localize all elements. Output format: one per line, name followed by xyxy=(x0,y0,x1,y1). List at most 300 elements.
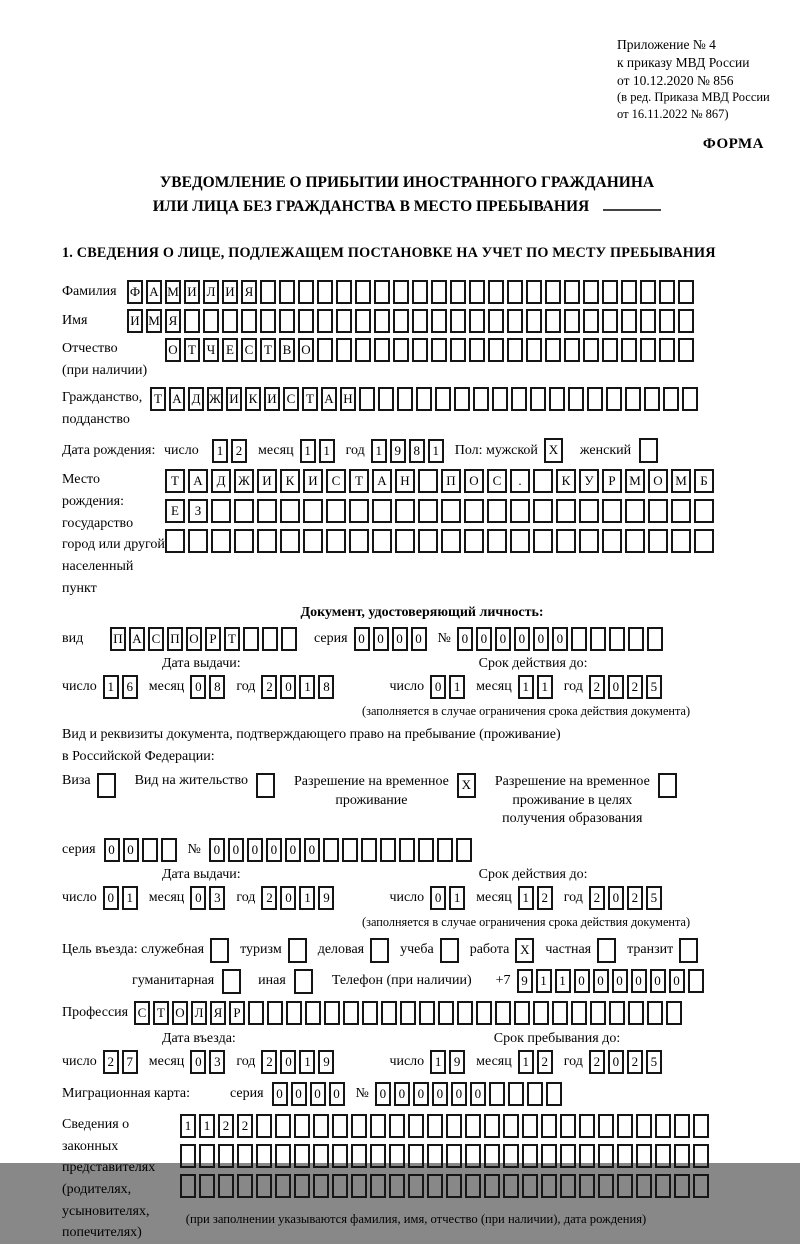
res-number-boxes[interactable] xyxy=(209,838,475,862)
char-box[interactable] xyxy=(636,1144,652,1168)
char-box[interactable]: 1 xyxy=(428,439,444,463)
char-box[interactable]: Ф xyxy=(127,280,143,304)
char-box[interactable] xyxy=(408,1114,424,1138)
char-box[interactable] xyxy=(323,838,339,862)
char-box[interactable]: Я xyxy=(165,309,181,333)
char-box[interactable]: 0 xyxy=(272,1082,288,1106)
char-box[interactable] xyxy=(602,499,622,523)
char-box[interactable]: Н xyxy=(340,387,356,411)
char-box[interactable]: 0 xyxy=(669,969,685,993)
char-box[interactable]: Р xyxy=(602,469,622,493)
temp-residence-checkbox[interactable] xyxy=(457,773,479,798)
char-box[interactable]: 1 xyxy=(536,969,552,993)
visa-checkbox[interactable] xyxy=(97,773,119,798)
entry-year-boxes[interactable] xyxy=(261,1050,337,1074)
char-box[interactable]: 0 xyxy=(266,838,282,862)
char-box[interactable]: И xyxy=(222,280,238,304)
char-box[interactable] xyxy=(199,1144,215,1168)
res-valid-month-boxes[interactable] xyxy=(518,886,556,910)
char-box[interactable]: X xyxy=(457,773,476,798)
purpose-private-checkbox[interactable] xyxy=(597,938,619,963)
char-box[interactable] xyxy=(489,1082,505,1106)
char-box[interactable] xyxy=(218,1174,234,1198)
char-box[interactable]: 8 xyxy=(318,675,334,699)
char-box[interactable] xyxy=(313,1114,329,1138)
char-box[interactable]: 6 xyxy=(122,675,138,699)
char-box[interactable] xyxy=(399,838,415,862)
char-box[interactable] xyxy=(579,529,599,553)
char-box[interactable] xyxy=(694,499,714,523)
char-box[interactable] xyxy=(393,309,409,333)
char-box[interactable] xyxy=(609,1001,625,1025)
doc-issue-month-boxes[interactable] xyxy=(190,675,228,699)
char-box[interactable] xyxy=(393,338,409,362)
char-box[interactable] xyxy=(303,499,323,523)
char-box[interactable]: 0 xyxy=(514,627,530,651)
char-box[interactable]: О xyxy=(464,469,484,493)
char-box[interactable] xyxy=(257,499,277,523)
char-box[interactable]: 2 xyxy=(218,1114,234,1138)
char-box[interactable] xyxy=(564,280,580,304)
doc-issue-year-boxes[interactable] xyxy=(261,675,337,699)
representatives-row1-boxes[interactable] xyxy=(180,1114,712,1138)
char-box[interactable] xyxy=(349,529,369,553)
char-box[interactable]: Е xyxy=(222,338,238,362)
char-box[interactable]: 1 xyxy=(449,675,465,699)
char-box[interactable] xyxy=(210,938,229,963)
char-box[interactable] xyxy=(408,1174,424,1198)
char-box[interactable] xyxy=(248,1001,264,1025)
char-box[interactable] xyxy=(222,309,238,333)
char-box[interactable]: 1 xyxy=(430,1050,446,1074)
doc-valid-month-boxes[interactable] xyxy=(518,675,556,699)
char-box[interactable] xyxy=(663,387,679,411)
char-box[interactable] xyxy=(294,1144,310,1168)
char-box[interactable] xyxy=(313,1144,329,1168)
char-box[interactable]: 0 xyxy=(533,627,549,651)
purpose-work-checkbox[interactable] xyxy=(515,938,537,963)
char-box[interactable] xyxy=(303,529,323,553)
char-box[interactable]: 2 xyxy=(261,675,277,699)
char-box[interactable]: Ч xyxy=(203,338,219,362)
phone-boxes[interactable] xyxy=(517,969,707,993)
char-box[interactable]: 0 xyxy=(430,675,446,699)
char-box[interactable]: О xyxy=(186,627,202,651)
char-box[interactable]: 1 xyxy=(449,886,465,910)
char-box[interactable]: 0 xyxy=(392,627,408,651)
char-box[interactable] xyxy=(541,1114,557,1138)
res-issue-month-boxes[interactable] xyxy=(190,886,228,910)
char-box[interactable] xyxy=(349,499,369,523)
char-box[interactable] xyxy=(457,1001,473,1025)
char-box[interactable] xyxy=(374,280,390,304)
representatives-row3-boxes[interactable] xyxy=(180,1174,712,1198)
purpose-transit-checkbox[interactable] xyxy=(679,938,701,963)
entry-day-boxes[interactable] xyxy=(103,1050,141,1074)
char-box[interactable]: 0 xyxy=(495,627,511,651)
char-box[interactable] xyxy=(343,1001,359,1025)
char-box[interactable] xyxy=(370,1144,386,1168)
char-box[interactable] xyxy=(370,938,389,963)
char-box[interactable] xyxy=(476,1001,492,1025)
birth-place-row1-boxes[interactable] xyxy=(165,469,717,493)
char-box[interactable]: М xyxy=(146,309,162,333)
char-box[interactable] xyxy=(305,1001,321,1025)
char-box[interactable] xyxy=(659,309,675,333)
char-box[interactable]: 1 xyxy=(300,439,316,463)
char-box[interactable]: 2 xyxy=(103,1050,119,1074)
char-box[interactable] xyxy=(508,1082,524,1106)
char-box[interactable]: 0 xyxy=(190,675,206,699)
char-box[interactable] xyxy=(541,1174,557,1198)
char-box[interactable] xyxy=(374,338,390,362)
char-box[interactable]: 2 xyxy=(627,1050,643,1074)
char-box[interactable]: Ж xyxy=(207,387,223,411)
char-box[interactable] xyxy=(674,1174,690,1198)
char-box[interactable] xyxy=(571,1001,587,1025)
char-box[interactable] xyxy=(495,1001,511,1025)
char-box[interactable] xyxy=(294,969,313,994)
char-box[interactable] xyxy=(625,387,641,411)
char-box[interactable] xyxy=(583,338,599,362)
char-box[interactable]: 0 xyxy=(394,1082,410,1106)
char-box[interactable] xyxy=(237,1144,253,1168)
char-box[interactable]: П xyxy=(441,469,461,493)
char-box[interactable] xyxy=(336,338,352,362)
char-box[interactable] xyxy=(606,387,622,411)
char-box[interactable] xyxy=(416,387,432,411)
char-box[interactable] xyxy=(418,469,438,493)
char-box[interactable]: Д xyxy=(211,469,231,493)
char-box[interactable]: А xyxy=(188,469,208,493)
char-box[interactable] xyxy=(211,529,231,553)
stay-month-boxes[interactable] xyxy=(518,1050,556,1074)
char-box[interactable]: 0 xyxy=(457,627,473,651)
char-box[interactable] xyxy=(545,309,561,333)
char-box[interactable] xyxy=(412,338,428,362)
char-box[interactable] xyxy=(678,338,694,362)
char-box[interactable] xyxy=(450,338,466,362)
char-box[interactable] xyxy=(590,627,606,651)
char-box[interactable] xyxy=(332,1114,348,1138)
char-box[interactable] xyxy=(381,1001,397,1025)
char-box[interactable]: С xyxy=(148,627,164,651)
char-box[interactable]: И xyxy=(127,309,143,333)
char-box[interactable]: 0 xyxy=(209,838,225,862)
char-box[interactable] xyxy=(511,387,527,411)
char-box[interactable] xyxy=(628,1001,644,1025)
char-box[interactable] xyxy=(560,1114,576,1138)
char-box[interactable]: 1 xyxy=(371,439,387,463)
char-box[interactable] xyxy=(336,309,352,333)
char-box[interactable] xyxy=(487,529,507,553)
char-box[interactable] xyxy=(418,529,438,553)
char-box[interactable] xyxy=(693,1174,709,1198)
char-box[interactable] xyxy=(507,338,523,362)
char-box[interactable] xyxy=(260,309,276,333)
char-box[interactable] xyxy=(560,1144,576,1168)
char-box[interactable] xyxy=(484,1114,500,1138)
char-box[interactable] xyxy=(446,1144,462,1168)
char-box[interactable] xyxy=(256,773,275,798)
char-box[interactable] xyxy=(655,1174,671,1198)
char-box[interactable]: 0 xyxy=(329,1082,345,1106)
char-box[interactable] xyxy=(473,387,489,411)
char-box[interactable] xyxy=(671,499,691,523)
char-box[interactable] xyxy=(427,1174,443,1198)
char-box[interactable]: 0 xyxy=(608,886,624,910)
char-box[interactable]: Н xyxy=(395,469,415,493)
char-box[interactable]: 0 xyxy=(373,627,389,651)
char-box[interactable] xyxy=(636,1114,652,1138)
char-box[interactable] xyxy=(412,309,428,333)
char-box[interactable]: . xyxy=(510,469,530,493)
char-box[interactable] xyxy=(395,529,415,553)
char-box[interactable] xyxy=(549,387,565,411)
birth-place-row2-boxes[interactable] xyxy=(165,499,717,523)
char-box[interactable] xyxy=(598,1114,614,1138)
stay-year-boxes[interactable] xyxy=(589,1050,665,1074)
char-box[interactable] xyxy=(361,838,377,862)
char-box[interactable] xyxy=(579,1144,595,1168)
char-box[interactable] xyxy=(419,1001,435,1025)
char-box[interactable] xyxy=(279,309,295,333)
char-box[interactable] xyxy=(359,387,375,411)
char-box[interactable] xyxy=(556,529,576,553)
char-box[interactable] xyxy=(533,469,553,493)
char-box[interactable] xyxy=(556,499,576,523)
char-box[interactable] xyxy=(602,280,618,304)
char-box[interactable] xyxy=(533,499,553,523)
purpose-study-checkbox[interactable] xyxy=(440,938,462,963)
char-box[interactable]: 2 xyxy=(537,1050,553,1074)
char-box[interactable] xyxy=(597,938,616,963)
char-box[interactable]: Р xyxy=(229,1001,245,1025)
char-box[interactable] xyxy=(280,529,300,553)
char-box[interactable] xyxy=(621,280,637,304)
char-box[interactable]: С xyxy=(241,338,257,362)
char-box[interactable] xyxy=(492,387,508,411)
char-box[interactable] xyxy=(469,338,485,362)
char-box[interactable]: Р xyxy=(205,627,221,651)
char-box[interactable]: 2 xyxy=(261,886,277,910)
char-box[interactable]: 0 xyxy=(291,1082,307,1106)
birth-day-boxes[interactable] xyxy=(212,439,250,463)
gender-male-checkbox[interactable] xyxy=(544,438,566,463)
char-box[interactable]: Я xyxy=(210,1001,226,1025)
char-box[interactable]: 1 xyxy=(299,675,315,699)
char-box[interactable]: Л xyxy=(191,1001,207,1025)
char-box[interactable]: 0 xyxy=(574,969,590,993)
char-box[interactable] xyxy=(374,309,390,333)
char-box[interactable]: 5 xyxy=(646,1050,662,1074)
char-box[interactable] xyxy=(275,1144,291,1168)
char-box[interactable] xyxy=(640,280,656,304)
char-box[interactable]: Т xyxy=(153,1001,169,1025)
char-box[interactable] xyxy=(188,529,208,553)
doc-series-boxes[interactable] xyxy=(354,627,430,651)
char-box[interactable]: Я xyxy=(241,280,257,304)
char-box[interactable]: Т xyxy=(302,387,318,411)
char-box[interactable]: 8 xyxy=(409,439,425,463)
char-box[interactable] xyxy=(527,1082,543,1106)
char-box[interactable] xyxy=(625,499,645,523)
char-box[interactable] xyxy=(288,938,307,963)
char-box[interactable] xyxy=(647,627,663,651)
char-box[interactable] xyxy=(440,938,459,963)
char-box[interactable]: П xyxy=(167,627,183,651)
char-box[interactable] xyxy=(408,1144,424,1168)
char-box[interactable] xyxy=(389,1144,405,1168)
char-box[interactable]: С xyxy=(487,469,507,493)
char-box[interactable]: К xyxy=(245,387,261,411)
char-box[interactable] xyxy=(180,1144,196,1168)
char-box[interactable] xyxy=(298,280,314,304)
char-box[interactable] xyxy=(275,1114,291,1138)
char-box[interactable] xyxy=(142,838,158,862)
char-box[interactable] xyxy=(678,309,694,333)
char-box[interactable]: 1 xyxy=(319,439,335,463)
char-box[interactable] xyxy=(564,309,580,333)
char-box[interactable]: 2 xyxy=(231,439,247,463)
char-box[interactable]: 0 xyxy=(123,838,139,862)
char-box[interactable]: М xyxy=(165,280,181,304)
char-box[interactable]: Б xyxy=(694,469,714,493)
char-box[interactable]: 1 xyxy=(212,439,228,463)
char-box[interactable] xyxy=(342,838,358,862)
char-box[interactable] xyxy=(437,838,453,862)
char-box[interactable] xyxy=(679,938,698,963)
char-box[interactable]: 0 xyxy=(608,1050,624,1074)
char-box[interactable] xyxy=(234,529,254,553)
char-box[interactable]: 0 xyxy=(470,1082,486,1106)
char-box[interactable]: 0 xyxy=(608,675,624,699)
char-box[interactable] xyxy=(446,1174,462,1198)
purpose-business-checkbox[interactable] xyxy=(370,938,392,963)
stay-day-boxes[interactable] xyxy=(430,1050,468,1074)
char-box[interactable]: И xyxy=(264,387,280,411)
birth-year-boxes[interactable] xyxy=(371,439,447,463)
char-box[interactable] xyxy=(488,338,504,362)
char-box[interactable] xyxy=(522,1114,538,1138)
char-box[interactable]: Т xyxy=(260,338,276,362)
char-box[interactable] xyxy=(590,1001,606,1025)
doc-issue-day-boxes[interactable] xyxy=(103,675,141,699)
char-box[interactable] xyxy=(526,309,542,333)
char-box[interactable] xyxy=(488,309,504,333)
char-box[interactable] xyxy=(97,773,116,798)
birth-month-boxes[interactable] xyxy=(300,439,338,463)
char-box[interactable] xyxy=(362,1001,378,1025)
gender-female-checkbox[interactable] xyxy=(639,438,661,463)
char-box[interactable]: 0 xyxy=(104,838,120,862)
mig-series-boxes[interactable] xyxy=(272,1082,348,1106)
char-box[interactable] xyxy=(674,1114,690,1138)
char-box[interactable] xyxy=(602,309,618,333)
residence-permit-checkbox[interactable] xyxy=(256,773,278,798)
char-box[interactable]: 7 xyxy=(122,1050,138,1074)
char-box[interactable]: 0 xyxy=(354,627,370,651)
char-box[interactable]: 0 xyxy=(430,886,446,910)
char-box[interactable] xyxy=(456,838,472,862)
char-box[interactable] xyxy=(262,627,278,651)
char-box[interactable] xyxy=(180,1174,196,1198)
char-box[interactable]: К xyxy=(280,469,300,493)
char-box[interactable]: 2 xyxy=(589,675,605,699)
char-box[interactable] xyxy=(393,280,409,304)
char-box[interactable] xyxy=(355,338,371,362)
char-box[interactable] xyxy=(313,1174,329,1198)
char-box[interactable] xyxy=(243,627,259,651)
char-box[interactable]: У xyxy=(579,469,599,493)
char-box[interactable] xyxy=(621,338,637,362)
char-box[interactable]: 9 xyxy=(318,886,334,910)
char-box[interactable]: 5 xyxy=(646,675,662,699)
char-box[interactable] xyxy=(372,499,392,523)
char-box[interactable] xyxy=(256,1174,272,1198)
char-box[interactable] xyxy=(546,1082,562,1106)
char-box[interactable]: 0 xyxy=(432,1082,448,1106)
char-box[interactable] xyxy=(400,1001,416,1025)
char-box[interactable] xyxy=(571,627,587,651)
given-name-boxes[interactable] xyxy=(127,309,697,333)
mig-number-boxes[interactable] xyxy=(375,1082,565,1106)
char-box[interactable] xyxy=(533,529,553,553)
char-box[interactable]: Т xyxy=(150,387,166,411)
char-box[interactable] xyxy=(636,1174,652,1198)
char-box[interactable]: 1 xyxy=(518,1050,534,1074)
char-box[interactable]: И xyxy=(226,387,242,411)
char-box[interactable] xyxy=(693,1144,709,1168)
char-box[interactable] xyxy=(487,499,507,523)
char-box[interactable] xyxy=(617,1144,633,1168)
char-box[interactable] xyxy=(218,1144,234,1168)
char-box[interactable]: М xyxy=(625,469,645,493)
char-box[interactable] xyxy=(579,1174,595,1198)
char-box[interactable] xyxy=(184,309,200,333)
char-box[interactable] xyxy=(326,499,346,523)
char-box[interactable] xyxy=(355,309,371,333)
char-box[interactable]: Д xyxy=(188,387,204,411)
char-box[interactable] xyxy=(326,529,346,553)
char-box[interactable]: 1 xyxy=(299,1050,315,1074)
char-box[interactable] xyxy=(332,1144,348,1168)
char-box[interactable] xyxy=(640,338,656,362)
char-box[interactable] xyxy=(541,1144,557,1168)
char-box[interactable] xyxy=(464,529,484,553)
char-box[interactable]: 0 xyxy=(285,838,301,862)
char-box[interactable] xyxy=(609,627,625,651)
char-box[interactable]: К xyxy=(556,469,576,493)
char-box[interactable] xyxy=(317,280,333,304)
char-box[interactable] xyxy=(647,1001,663,1025)
char-box[interactable]: А xyxy=(169,387,185,411)
char-box[interactable]: 5 xyxy=(646,886,662,910)
char-box[interactable] xyxy=(211,499,231,523)
char-box[interactable] xyxy=(552,1001,568,1025)
char-box[interactable] xyxy=(655,1114,671,1138)
char-box[interactable]: 0 xyxy=(375,1082,391,1106)
char-box[interactable] xyxy=(621,309,637,333)
char-box[interactable]: Т xyxy=(349,469,369,493)
char-box[interactable] xyxy=(256,1144,272,1168)
char-box[interactable] xyxy=(279,280,295,304)
char-box[interactable]: 1 xyxy=(518,675,534,699)
char-box[interactable] xyxy=(469,309,485,333)
res-issue-year-boxes[interactable] xyxy=(261,886,337,910)
char-box[interactable] xyxy=(222,969,241,994)
purpose-other-checkbox[interactable] xyxy=(294,969,316,994)
